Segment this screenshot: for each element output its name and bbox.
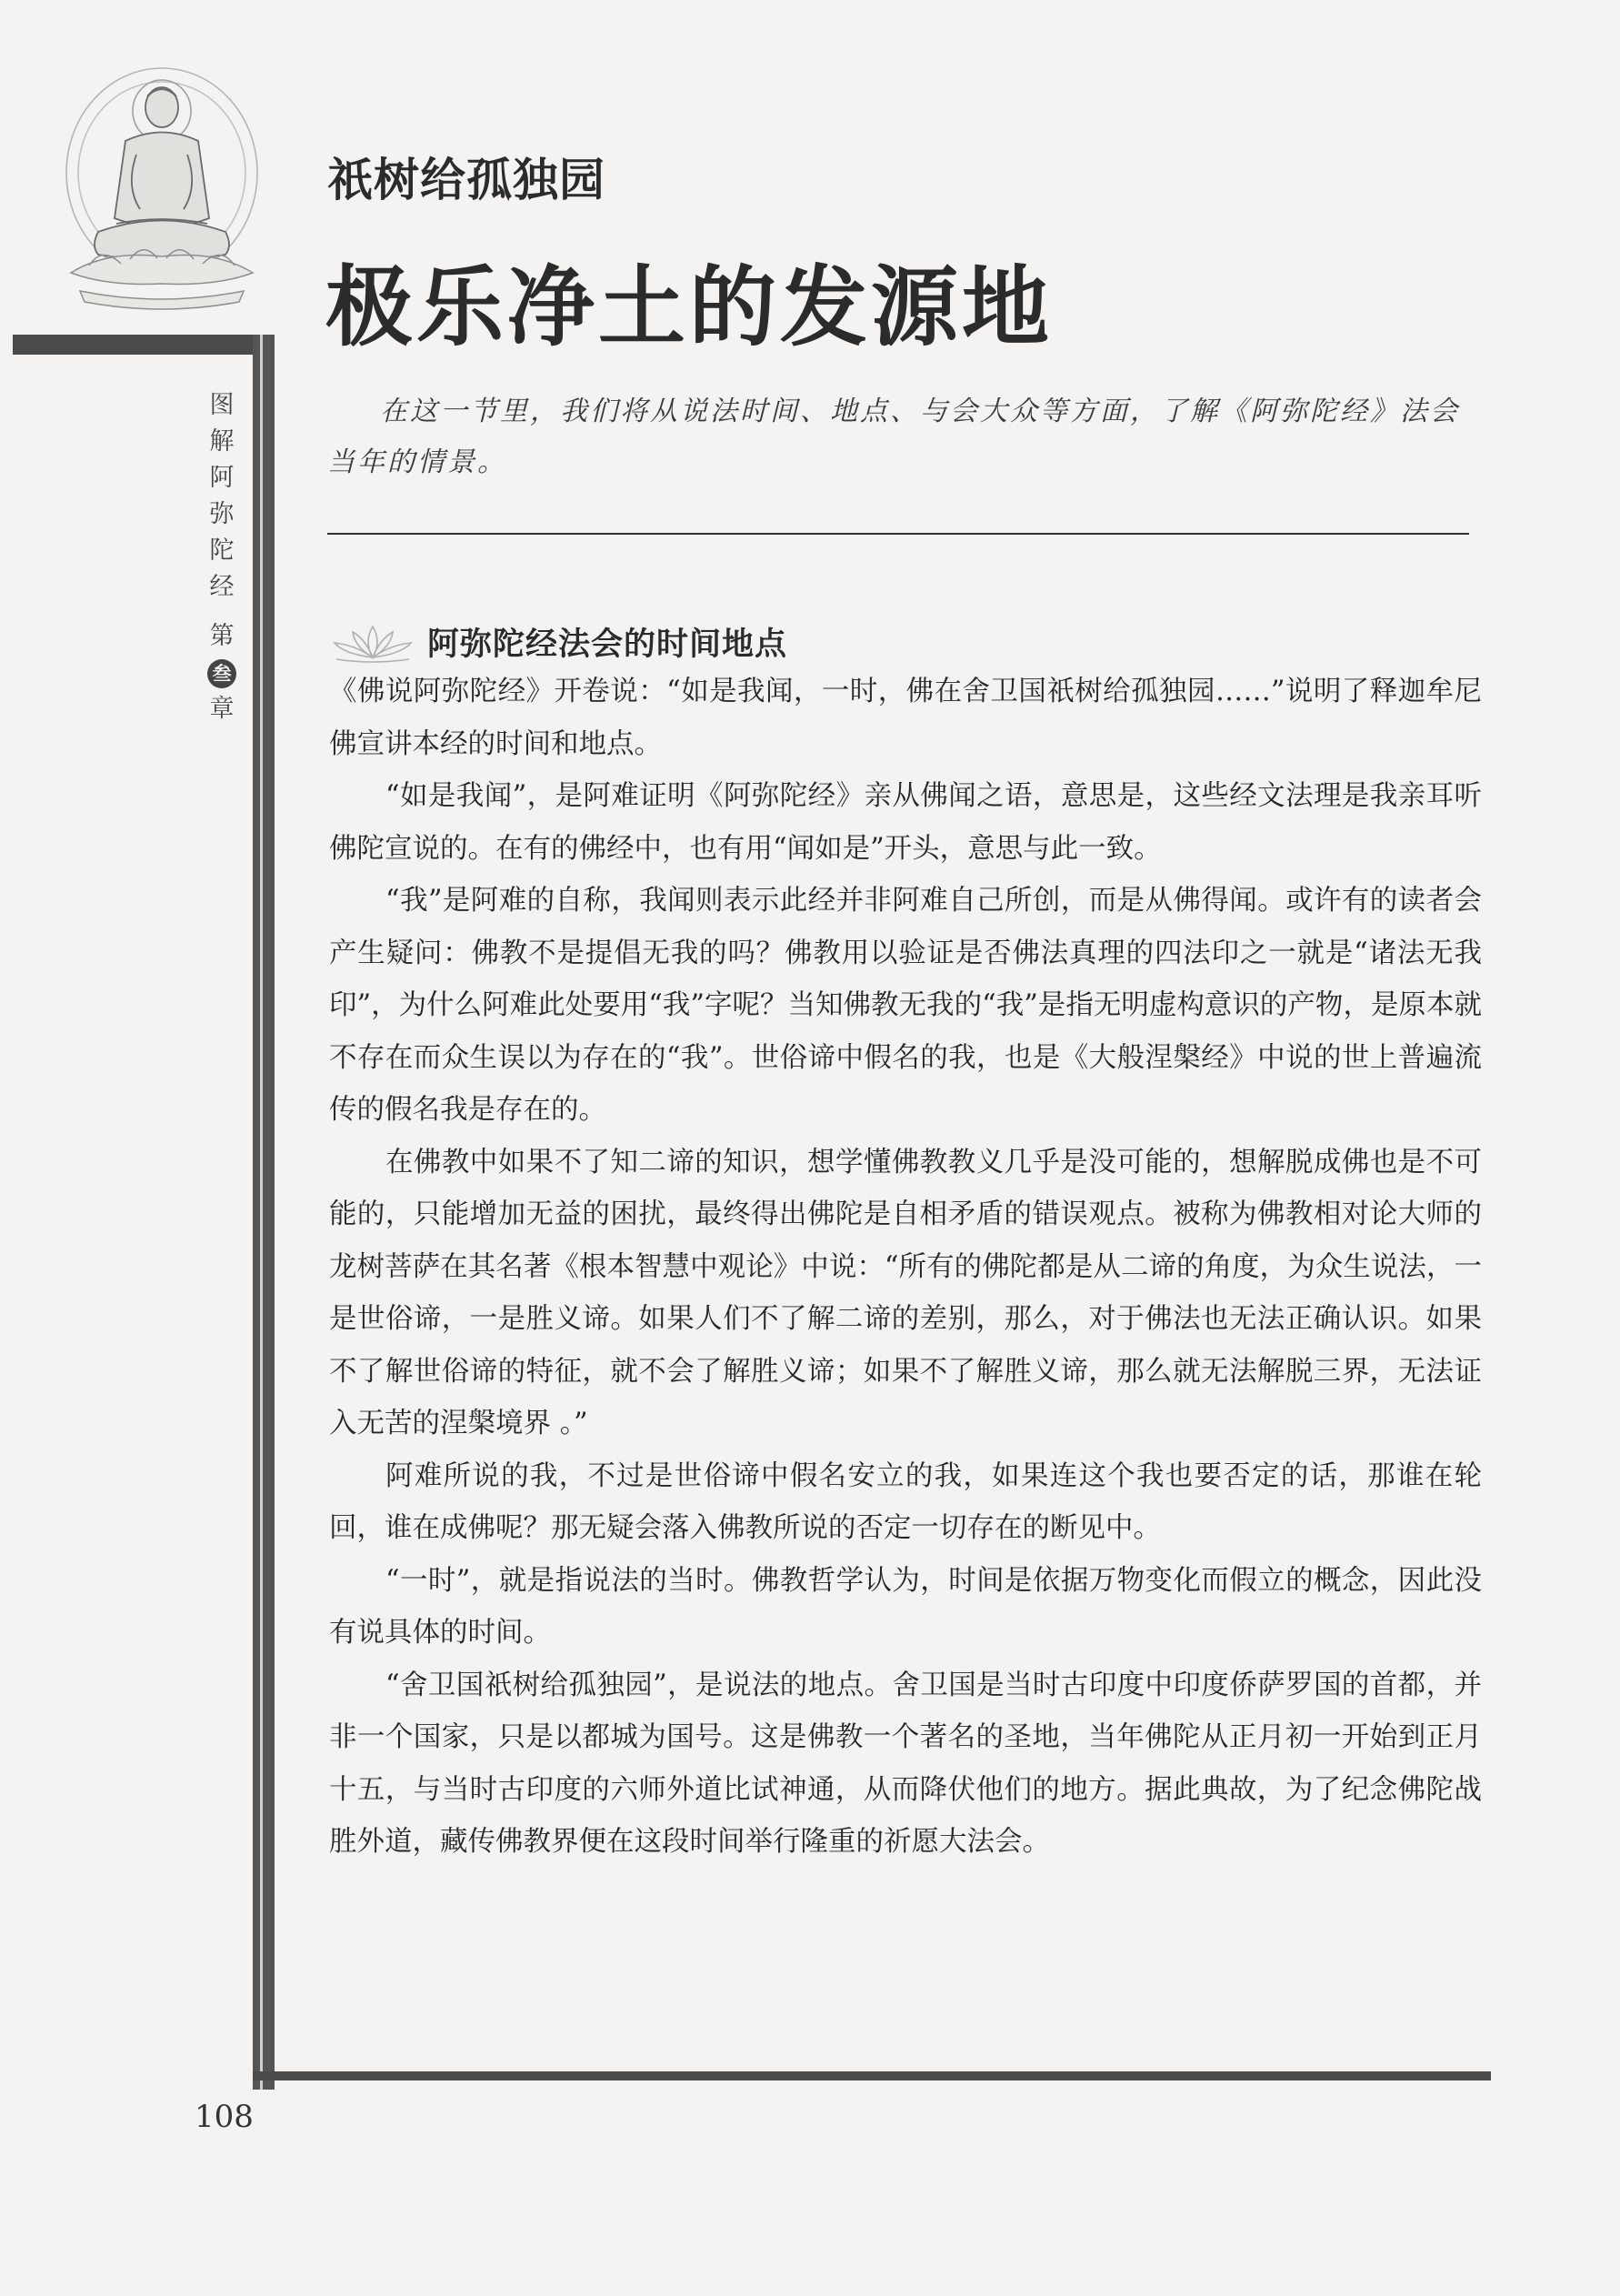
page-title: 极乐净土的发源地 [325, 256, 1053, 358]
paragraph: “一时”，就是指说法的当时。佛教哲学认为，时间是依据万物变化而假立的概念，因此没有说具体的时间。 [329, 1564, 1482, 1649]
section-heading [327, 615, 787, 669]
paragraph: “如是我闻”，是阿难证明《阿弥陀经》亲从佛闻之语，意思是，这些经文法理是我亲耳听佛陀宣说的。在有的佛经中，也有用“闻如是”开头，意思与此一致。 [329, 780, 1482, 865]
chapter-suffix: 章 [209, 695, 235, 723]
divider [327, 533, 1469, 535]
book-title-char: 弥 [209, 500, 235, 528]
paragraph: “舍卫国祇树给孤独园”，是说法的地点。舍卫国是当时古印度中印度侨萨罗国的首都，并非一个国家，只是以都城为国号。这是佛教一个著名的圣地，当年佛陀从正月初一开始到正月十五，与当时古印度的六师外道比试神通，从而降伏他们的地方。据此典故，为了纪念佛陀战胜外道，藏传佛教界便在这段时间举行隆重的祈愿大法会。 [329, 1669, 1482, 1858]
section-intro: 在这一节里，我们将从说法时间、地点、与会大众等方面，了解《阿弥陀经》法会当年的情景。 [327, 396, 1460, 478]
book-title-char: 图 [209, 391, 235, 419]
section-title: 阿弥陀经法会的时间地点 [427, 627, 788, 663]
book-title-char: 陀 [209, 536, 235, 565]
book-title-char: 阿 [209, 464, 235, 492]
page-number: 108 [195, 2099, 254, 2135]
paragraph: 在佛教中如果不了知二谛的知识，想学懂佛教教义几乎是没可能的，想解脱成佛也是不可能的，只能增加无益的困扰，最终得出佛陀是自相矛盾的错误观点。被称为佛教相对论大师的龙树菩萨在其名著《根本智慧中观论》中说：“所有的佛陀都是从二谛的角度，为众生说法，一是世俗谛，一是胜义谛。如果人们不了解二谛的差别，那么，对于佛法也无法正确认识。如果不了解世俗谛的特征，就不会了解胜义谛；如果不了解胜义谛，那么就无法解脱三界，无法证入无苦的涅槃境界 。” [329, 1146, 1482, 1439]
chapter-prefix: 第 [209, 622, 235, 650]
buddha-illustration-icon [53, 64, 271, 327]
book-title-char: 经 [209, 573, 235, 601]
footer-rule [253, 2071, 1491, 2080]
paragraph: 《佛说阿弥陀经》开卷说：“如是我闻，一时，佛在舍卫国祇树给孤独园……”说明了释迦牟尼佛宣讲本经的时间和地点。 [329, 676, 1482, 760]
body-text [329, 666, 1482, 1869]
running-header-vertical [202, 387, 242, 727]
chapter-number-badge: 叁 [207, 659, 236, 688]
paragraph: “我”是阿难的自称，我闻则表示此经并非阿难自己所创，而是从佛得闻。或许有的读者会产生疑问：佛教不是提倡无我的吗？佛教用以验证是否佛法真理的四法印之一就是“诸法无我印”，为什么阿难此处要用“我”字呢？当知佛教无我的“我”是指无明虚构意识的产物，是原本就不存在而众生误以为存在的“我”。世俗谛中假名的我，也是《大般涅槃经》中说的世上普遍流传的假名我是存在的。 [329, 885, 1482, 1126]
paragraph: 阿难所说的我，不过是世俗谛中假名安立的我，如果连这个我也要否定的话，那谁在轮回，谁在成佛呢？那无疑会落入佛教所说的否定一切存在的断见中。 [329, 1459, 1482, 1544]
margin-bar [253, 335, 275, 2090]
section-subtitle: 祇树给孤独园 [327, 154, 605, 206]
header-band [13, 335, 275, 355]
book-title-char: 解 [209, 427, 235, 456]
lotus-icon [327, 619, 418, 665]
